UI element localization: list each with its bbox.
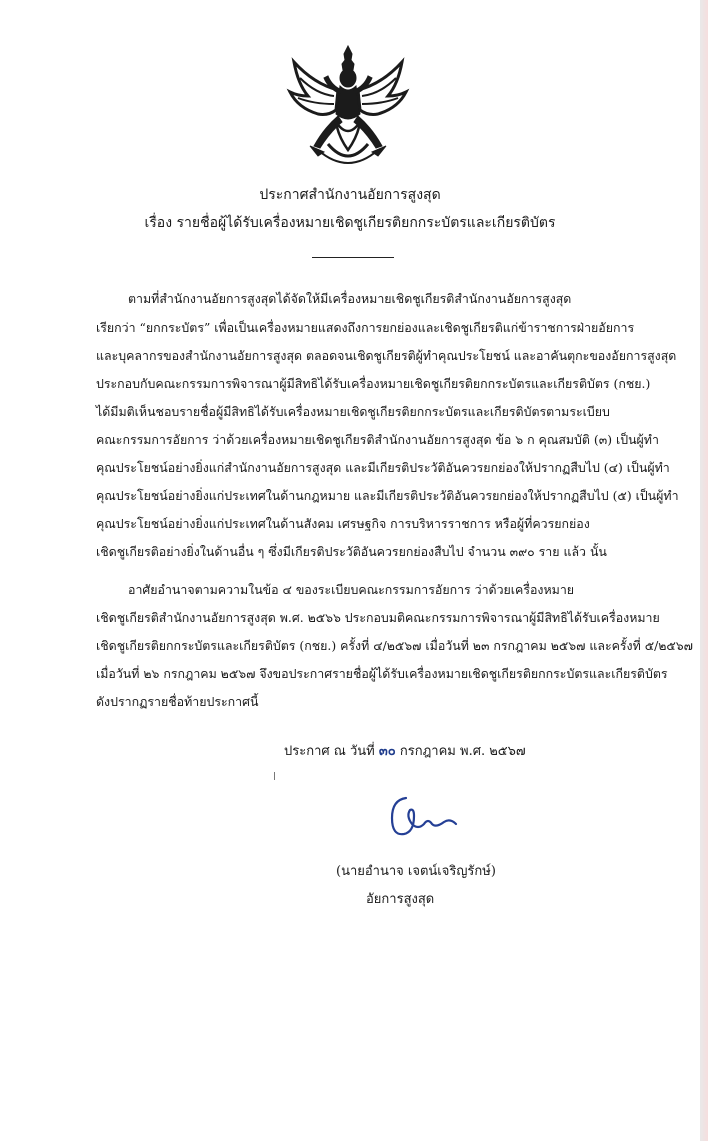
paragraph-1-line: เชิดชูเกียรติอย่างยิ่งในด้านอื่น ๆ ซึ่งมีเกียรติประวัติอันควรยกย่องสืบไป จำนวน ๓๙๐ ราย แล้ว นั้น <box>96 544 607 559</box>
paragraph-1-line: คุณประโยชน์อย่างยิ่งแก่ประเทศในด้านสังคม เศรษฐกิจ การบริหารราชการ หรือผู้ที่ควรยกย่อง <box>96 516 590 531</box>
paragraph-1-line: คุณประโยชน์อย่างยิ่งแก่สำนักงานอัยการสูงสุด และมีเกียรติประวัติอันควรยกย่องให้ปรากฏสืบไป (๔) เป็นผู้ทำ <box>96 460 670 475</box>
paragraph-1-line: เรียกว่า “ยกกระบัตร” เพื่อเป็นเครื่องหมายแสดงถึงการยกย่องและเชิดชูเกียรติแก่ข้าราชการฝ่ายอัยการ <box>96 320 635 335</box>
date-prefix: ประกาศ ณ วันที่ <box>284 744 375 759</box>
handwritten-signature <box>384 790 464 846</box>
date-suffix: กรกฎาคม พ.ศ. ๒๕๖๗ <box>399 744 526 759</box>
stray-mark <box>274 772 275 780</box>
date-day: ๓๐ <box>378 744 396 759</box>
paragraph-1-line: คณะกรรมการอัยการ ว่าด้วยเครื่องหมายเชิดชูเกียรติสำนักงานอัยการสูงสุด ข้อ ๖ ก คุณสมบัติ (๓) เป็นผู้ทำ <box>96 432 659 447</box>
paragraph-1-line: คุณประโยชน์อย่างยิ่งแก่ประเทศในด้านกฎหมาย และมีเกียรติประวัติอันควรยกย่องให้ปรากฏสืบไป (๕) เป็นผู้ทำ <box>96 488 679 503</box>
paragraph-1-line: และบุคลากรของสำนักงานอัยการสูงสุด ตลอดจนเชิดชูเกียรติผู้ทำคุณประโยชน์ และอาคันตุกะของอัยการสูงสุด <box>96 348 677 363</box>
announcement-date <box>284 740 526 761</box>
garuda-emblem <box>284 44 412 174</box>
paragraph-1-line: ประกอบกับคณะกรรมการพิจารณาผู้มีสิทธิได้รับเครื่องหมายเชิดชูเกียรติยกกระบัตรและเกียรติบัตร (กชย.) <box>96 376 651 391</box>
page-edge <box>700 0 708 1141</box>
signer-name: (นายอำนาจ เจตน์เจริญรักษ์) <box>336 864 496 879</box>
announcement-subject: เรื่อง รายชื่อผู้ได้รับเครื่องหมายเชิดชูเกียรติยกกระบัตรและเกียรติบัตร <box>144 215 556 231</box>
paragraph-2-line: เมื่อวันที่ ๒๖ กรกฎาคม ๒๕๖๗ จึงขอประกาศรายชื่อผู้ได้รับเครื่องหมายเชิดชูเกียรติยกกระบัตรและเกียรติบัตร <box>96 666 668 681</box>
paragraph-2-line: เชิดชูเกียรติสำนักงานอัยการสูงสุด พ.ศ. ๒๕๖๖ ประกอบมติคณะกรรมการพิจารณาผู้มีสิทธิได้รับเครื่องหมาย <box>96 610 660 625</box>
signer-title: อัยการสูงสุด <box>366 892 435 907</box>
announcement-title: ประกาศสำนักงานอัยการสูงสุด <box>259 187 441 203</box>
header-divider <box>312 257 394 258</box>
paragraph-2-line: เชิดชูเกียรติยกกระบัตรและเกียรติบัตร (กชย.) ครั้งที่ ๔/๒๕๖๗ เมื่อวันที่ ๒๓ กรกฎาคม ๒๕๖๗ และครั้งที่ ๕/๒๕๖๗ <box>96 638 693 653</box>
paragraph-1-line: ได้มีมติเห็นชอบรายชื่อผู้มีสิทธิได้รับเครื่องหมายเชิดชูเกียรติยกกระบัตรและเกียรติบัตรตามระเบียบ <box>96 404 610 419</box>
paragraph-2-line: อาศัยอำนาจตามความในข้อ ๔ ของระเบียบคณะกรรมการอัยการ ว่าด้วยเครื่องหมาย <box>128 582 575 597</box>
paragraph-1-line: ตามที่สำนักงานอัยการสูงสุดได้จัดให้มีเครื่องหมายเชิดชูเกียรติสำนักงานอัยการสูงสุด <box>128 291 572 306</box>
paragraph-2-line: ดังปรากฏรายชื่อท้ายประกาศนี้ <box>96 694 259 709</box>
